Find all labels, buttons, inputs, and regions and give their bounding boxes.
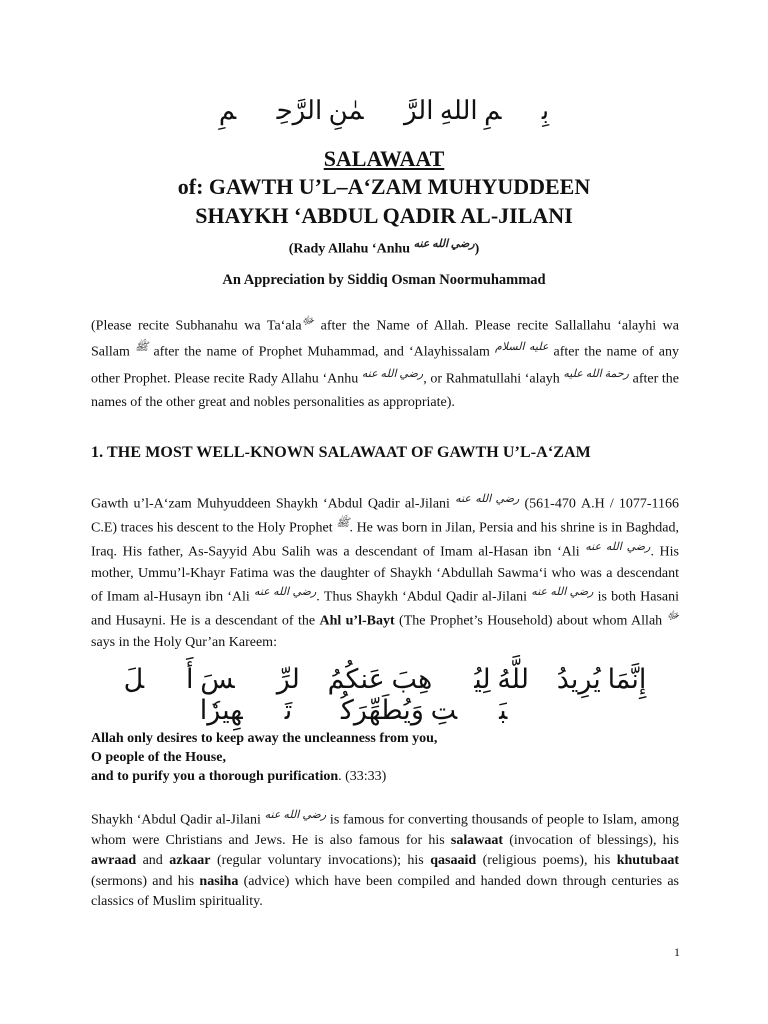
rady-honorific-icon: رضي الله عنه [455, 493, 520, 505]
rahmatullahi-honorific-icon: رحمة الله عليه [563, 367, 629, 380]
fame-text: Shaykh ‘Abdul Qadir al-Jilani [91, 812, 265, 828]
term-nasiha: nasiha [199, 873, 239, 889]
term-azkaar: azkaar [169, 853, 211, 869]
title-shaykh: SHAYKH ‘ABDUL QADIR AL-JILANI [195, 203, 573, 228]
fame-text: is famous for converting thousands of people to Islam, among whom were Christians and Jews. He is also famous for his [91, 812, 679, 848]
rady-honorific-icon: رضي الله عنه [531, 586, 594, 599]
intro-text: after the Name of Allah. Please recite Sallallahu ‘alayhi wa Sallam [91, 318, 679, 361]
rady-honorific-icon: رضي الله عنه [585, 540, 651, 553]
intro-text: after the name of any other Prophet. Please recite Rady Allahu ‘Anhu [91, 345, 679, 387]
translation-line-2: O people of the House, [91, 749, 226, 765]
fame-text: (sermons) and his [91, 873, 200, 889]
bio-text: Gawth u’l-A‘zam Muhyuddeen Shaykh ‘Abdul Qadir al-Jilani [91, 496, 456, 512]
ahl-ul-bayt-term: Ahl u’l-Bayt [319, 613, 395, 629]
rady-honorific-icon: رضي الله عنه [253, 586, 317, 599]
rady-text: (Rady Allahu ‘Anhu [288, 241, 414, 257]
bio-text: (470-561 A.H / 1077-1166 C.E) traces his descent to the Holy Prophet [91, 496, 679, 536]
verse-translation [91, 730, 679, 787]
ta-ala-honorific-icon: ﷻ [666, 609, 679, 622]
intro-text: (Please recite Subhanahu wa Ta‘ala [91, 318, 302, 334]
bio-text: . Thus Shaykh ‘Abdul Qadir al-Jilani [316, 589, 532, 605]
intro-text: after the names of the other great and nobles personalities as appropriate). [91, 371, 679, 411]
rady-honorific-icon: رضي الله عنه [264, 809, 327, 821]
page-number: 1 [674, 945, 680, 959]
bio-text: . His mother, Ummu’l-Khayr Fatima was the daughter of Shaykh ‘Abdullah Sawma‘i who was a descendant of Imam al-Husayn ibn ‘Ali [91, 544, 679, 605]
biography-paragraph [91, 491, 679, 653]
fame-text: (religious poems), his [476, 853, 617, 869]
term-salawaat: salawaat [450, 832, 504, 848]
term-qasaaid: qasaaid [430, 853, 477, 869]
fame-text: (invocation of blessings), his [503, 832, 679, 848]
ta-ala-honorific-icon: ﷻ [301, 315, 315, 327]
fame-paragraph [91, 808, 679, 912]
fame-text: (regular voluntary invocations); his [210, 853, 431, 869]
bio-text: says in the Holy Qur’an Kareem: [91, 634, 277, 650]
translation-line-3: and to purify you a thorough purification [91, 768, 339, 784]
quran-verse-arabic: إِنَّمَا يُرِيدُ ٱللَّهُ لِيُذۡهِبَ عَنكُمُ ٱلرِّجۡسَ أَهۡلَ ٱلۡبَيۡتِ وَيُطَهِّرَكُمۡ تَطۡهِيرٗا [123, 664, 647, 725]
intro-paragraph [91, 312, 679, 415]
title-salawaat: SALAWAAT [323, 146, 445, 171]
intro-text: , or Rahmatullahi ‘alayh [423, 371, 564, 387]
rady-honorific-icon: رضي الله عنه [361, 367, 424, 380]
intro-text: after the name of Prophet Muhammad, and ‘Alayhissalam [148, 345, 495, 361]
bio-text: is both Hasani and Husayni. He is a descendant of the [91, 589, 679, 629]
verse-reference: . (33:33) [338, 768, 387, 784]
translation-line-1: Allah only desires to keep away the uncleanness from you, [91, 731, 438, 746]
author-line: An Appreciation by Siddiq Osman Noormuhammad [222, 272, 546, 288]
term-awraad: awraad [91, 853, 137, 869]
section-heading: 1. THE MOST WELL-KNOWN SALAWAAT OF GAWTH U’L-A‘ZAM [91, 444, 591, 461]
title-rady-allahu [0, 237, 768, 258]
bismillah-calligraphy: بِسۡمِ اللهِ الرَّحۡمٰنِ الرَّحِيۡمِ [218, 96, 550, 125]
rady-honorific-icon: رضي الله عنه [413, 238, 475, 250]
bio-text: (The Prophet’s Household) about whom Allah [394, 613, 667, 629]
fame-text: (advice) which have been compiled and handed down through centuries as classics of Muslim spirituality. [91, 873, 679, 909]
term-khutubaat: khutubaat [616, 853, 679, 869]
bio-text: . He was born in Jilan, Persia and his shrine is in Baghdad, Iraq. His father, As-Sayyid Abu Salih was a descendant of Imam al-Hasan ibn ‘Ali [91, 520, 679, 560]
sallallahu-honorific-icon: ﷺ [336, 516, 350, 529]
title-gawth: of: GAWTH U’L–A‘ZAM MUHYUDDEEN [177, 174, 591, 199]
sallallahu-honorific-icon: ﷺ [135, 341, 149, 354]
rady-close: ) [474, 241, 480, 257]
fame-text: and [136, 853, 170, 869]
alayhissalam-honorific-icon: عليه السلام [495, 341, 549, 354]
